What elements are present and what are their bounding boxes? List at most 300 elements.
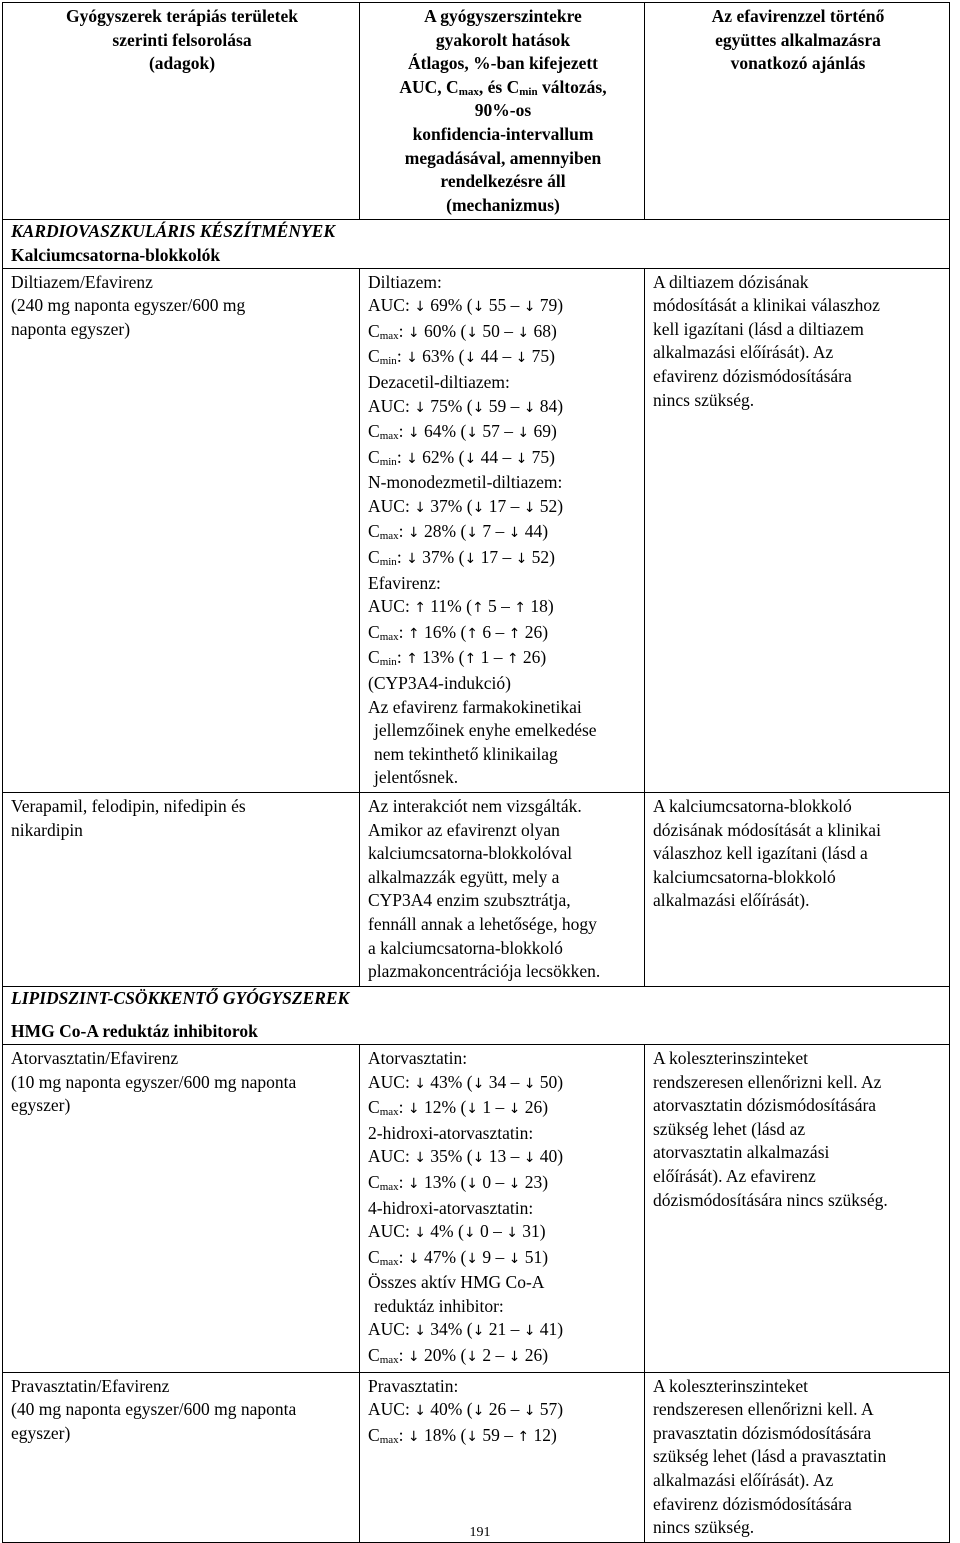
txt: 41) bbox=[535, 1319, 564, 1340]
txt: 5 – bbox=[483, 596, 515, 617]
txt: 17 – bbox=[484, 495, 524, 516]
header-col2-line: 90%-os bbox=[474, 100, 532, 121]
txt: : bbox=[398, 421, 408, 442]
txt: 13% ( bbox=[417, 647, 465, 668]
txt: AUC: bbox=[368, 1071, 415, 1092]
header-col1-line: szerinti felsorolása bbox=[112, 29, 252, 50]
txt: 21 – bbox=[484, 1319, 524, 1340]
txt: C bbox=[368, 346, 380, 367]
rec-line: rendszeresen ellenőrizni kell. A bbox=[653, 1399, 874, 1420]
rec-line: előírását). Az efavirenz bbox=[653, 1165, 816, 1186]
txt: 12% ( bbox=[419, 1097, 467, 1118]
auc-line bbox=[368, 495, 638, 521]
compound-label: N-monodezmetil-diltiazem: bbox=[368, 472, 563, 493]
arrow-up-icon: ↑ bbox=[406, 651, 418, 668]
header-col3-line: vonatkozó ajánlás bbox=[730, 53, 866, 74]
cmin-line bbox=[368, 646, 638, 672]
cmax-line bbox=[368, 320, 638, 346]
recommendation-cell bbox=[645, 793, 950, 987]
section-title: KARDIOVASZKULÁRIS KÉSZÍTMÉNYEK bbox=[11, 221, 336, 242]
header-col2-line: konfidencia-intervallum bbox=[412, 123, 594, 144]
arrow-up-icon: ↑ bbox=[471, 600, 484, 617]
txt: 63% ( bbox=[417, 346, 465, 367]
txt: 43% ( bbox=[425, 1071, 473, 1092]
txt: C bbox=[368, 647, 380, 668]
txt: 69) bbox=[529, 421, 557, 442]
cmax-line bbox=[368, 1344, 638, 1370]
interaction-table bbox=[2, 2, 950, 1543]
rec-line: kell igazítani (lásd a diltiazem bbox=[653, 318, 864, 339]
txt: AUC: bbox=[368, 1146, 415, 1167]
rec-line: dózismódosítására nincs szükség. bbox=[653, 1189, 888, 1210]
arrow-down-icon: ↓ bbox=[407, 1101, 420, 1118]
header-col1-line: Gyógyszerek terápiás területek bbox=[66, 6, 298, 26]
arrow-down-icon: ↓ bbox=[406, 551, 418, 568]
arrow-down-icon: ↓ bbox=[508, 1349, 521, 1366]
note-line: jellemzőinek enyhe emelkedése bbox=[374, 720, 597, 741]
txt: : bbox=[398, 1171, 408, 1192]
table-row-atorvastatin bbox=[3, 1044, 950, 1372]
arrow-down-icon: ↓ bbox=[407, 1428, 420, 1445]
drug-line: naponta egyszer) bbox=[11, 318, 131, 339]
sub: max bbox=[379, 1354, 399, 1367]
txt: 26) bbox=[520, 621, 549, 642]
arrow-down-icon: ↓ bbox=[414, 499, 426, 516]
txt: 60% ( bbox=[419, 320, 467, 341]
arrow-down-icon: ↓ bbox=[472, 499, 485, 516]
rec-line: kalciumcsatorna-blokkoló bbox=[653, 866, 836, 887]
txt: 51) bbox=[520, 1246, 549, 1267]
cmin-line bbox=[368, 546, 638, 572]
txt: 28% ( bbox=[419, 521, 467, 542]
txt: 44 – bbox=[476, 446, 516, 467]
drug-cell bbox=[3, 1044, 360, 1372]
txt: 75% ( bbox=[425, 395, 473, 416]
effects-cell bbox=[360, 268, 645, 792]
txt: 4% ( bbox=[425, 1221, 464, 1242]
arrow-down-icon: ↓ bbox=[523, 1150, 536, 1167]
rec-line: atorvasztatin alkalmazási bbox=[653, 1142, 830, 1163]
compound-label: Atorvasztatin: bbox=[368, 1047, 468, 1068]
compound-label: Efavirenz: bbox=[368, 572, 441, 593]
arrow-down-icon: ↓ bbox=[466, 1175, 479, 1192]
arrow-down-icon: ↓ bbox=[515, 551, 528, 568]
effects-cell bbox=[360, 1372, 645, 1542]
arrow-down-icon: ↓ bbox=[414, 1075, 426, 1092]
arrow-down-icon: ↓ bbox=[407, 425, 420, 442]
arrow-down-icon: ↓ bbox=[414, 399, 426, 416]
effect-line: CYP3A4 enzim szubsztrátja, bbox=[368, 890, 571, 911]
txt: 40% ( bbox=[425, 1399, 473, 1420]
effect-line: a kalciumcsatorna-blokkoló bbox=[368, 937, 563, 958]
arrow-down-icon: ↓ bbox=[463, 1225, 476, 1242]
txt: 79) bbox=[535, 295, 564, 316]
txt: 69% ( bbox=[425, 295, 473, 316]
header-col3-line: együttes alkalmazásra bbox=[715, 29, 881, 50]
rec-line: atorvasztatin dózismódosítására bbox=[653, 1095, 877, 1116]
txt: 50 – bbox=[478, 320, 518, 341]
txt: : bbox=[396, 647, 407, 668]
txt: 68) bbox=[529, 320, 557, 341]
txt: 13% ( bbox=[419, 1171, 467, 1192]
arrow-down-icon: ↓ bbox=[464, 350, 477, 367]
rec-line: alkalmazási előírását). Az bbox=[653, 342, 834, 363]
arrow-down-icon: ↓ bbox=[414, 1403, 426, 1420]
note-line: nem tekinthető klinikailag bbox=[374, 743, 558, 764]
auc-line bbox=[368, 1071, 638, 1097]
arrow-down-icon: ↓ bbox=[508, 1175, 521, 1192]
section-subtitle: HMG Co-A reduktáz inhibitorok bbox=[11, 1021, 258, 1042]
arrow-down-icon: ↓ bbox=[407, 525, 420, 542]
cmin-line bbox=[368, 345, 638, 371]
txt: 84) bbox=[535, 395, 564, 416]
arrow-down-icon: ↓ bbox=[414, 1150, 426, 1167]
txt: 1 – bbox=[476, 647, 507, 668]
arrow-up-icon: ↑ bbox=[517, 1428, 530, 1445]
drug-line: egyszer) bbox=[11, 1095, 71, 1116]
header-col2-line bbox=[368, 76, 638, 100]
arrow-up-icon: ↑ bbox=[464, 651, 477, 668]
cmax-line bbox=[368, 1424, 638, 1450]
txt: 47% ( bbox=[419, 1246, 467, 1267]
rec-line: szükség lehet (lásd az bbox=[653, 1118, 806, 1139]
arrow-down-icon: ↓ bbox=[472, 1150, 485, 1167]
header-col3-line: Az efavirenzzel történő bbox=[711, 6, 885, 26]
recommendation-cell bbox=[645, 1044, 950, 1372]
sub: min bbox=[379, 355, 397, 368]
rec-line: A diltiazem dózisának bbox=[653, 271, 809, 292]
auc-line bbox=[368, 395, 638, 421]
arrow-down-icon: ↓ bbox=[406, 450, 418, 467]
txt: 13 – bbox=[484, 1146, 524, 1167]
arrow-down-icon: ↓ bbox=[414, 1225, 426, 1242]
arrow-down-icon: ↓ bbox=[472, 299, 485, 316]
table-row-pravastatin bbox=[3, 1372, 950, 1542]
effect-line: alkalmazzák együtt, mely a bbox=[368, 866, 560, 887]
txt: 52) bbox=[535, 495, 564, 516]
header-col2-line: A gyógyszerszintekre bbox=[424, 6, 582, 26]
txt: 75) bbox=[527, 346, 555, 367]
txt: AUC: bbox=[368, 395, 415, 416]
txt: 23) bbox=[520, 1171, 549, 1192]
txt: 17 – bbox=[476, 547, 516, 568]
arrow-down-icon: ↓ bbox=[523, 499, 536, 516]
txt: 40) bbox=[535, 1146, 564, 1167]
txt: AUC, C bbox=[399, 76, 459, 97]
arrow-up-icon: ↑ bbox=[466, 625, 479, 642]
arrow-down-icon: ↓ bbox=[472, 1323, 485, 1340]
cmax-line bbox=[368, 1096, 638, 1122]
cmax-line bbox=[368, 1246, 638, 1272]
txt: 57) bbox=[535, 1399, 564, 1420]
effect-line: plazmakoncentrációja lecsökken. bbox=[368, 961, 601, 982]
txt: 6 – bbox=[478, 621, 509, 642]
rec-line: efavirenz dózismódosítására bbox=[653, 1493, 852, 1514]
arrow-down-icon: ↓ bbox=[523, 1403, 536, 1420]
header-row bbox=[3, 3, 950, 220]
note-line: Az efavirenz farmakokinetikai bbox=[368, 696, 582, 717]
drug-line: (240 mg naponta egyszer/600 mg bbox=[11, 295, 246, 316]
drug-line: (10 mg naponta egyszer/600 mg naponta bbox=[11, 1071, 297, 1092]
rec-line: alkalmazási előírását). Az bbox=[653, 1470, 834, 1491]
sub: max bbox=[379, 1180, 399, 1193]
txt: : bbox=[396, 547, 407, 568]
arrow-down-icon: ↓ bbox=[466, 1349, 479, 1366]
sub: max bbox=[379, 1255, 399, 1268]
txt: 12) bbox=[529, 1424, 557, 1445]
effects-cell bbox=[360, 793, 645, 987]
txt: 37% ( bbox=[425, 495, 473, 516]
compound-label: Diltiazem: bbox=[368, 271, 442, 292]
rec-line: módosítását a klinikai válaszhoz bbox=[653, 295, 880, 316]
rec-line: efavirenz dózismódosítására bbox=[653, 365, 852, 386]
arrow-up-icon: ↑ bbox=[514, 600, 527, 617]
arrow-down-icon: ↓ bbox=[515, 350, 528, 367]
sub: max bbox=[379, 530, 399, 543]
compound-label: Összes aktív HMG Co-A bbox=[368, 1272, 545, 1293]
txt: C bbox=[368, 1345, 380, 1366]
txt: 0 – bbox=[475, 1221, 507, 1242]
arrow-down-icon: ↓ bbox=[414, 299, 426, 316]
rec-line: válaszhoz kell igazítani (lásd a bbox=[653, 843, 868, 864]
txt: 0 – bbox=[478, 1171, 509, 1192]
txt: 34 – bbox=[484, 1071, 524, 1092]
auc-line bbox=[368, 1220, 638, 1246]
txt: 52) bbox=[527, 547, 555, 568]
arrow-down-icon: ↓ bbox=[466, 1101, 479, 1118]
txt: , és C bbox=[478, 76, 520, 97]
effect-line: Amikor az efavirenzt olyan bbox=[368, 819, 560, 840]
txt: C bbox=[368, 320, 380, 341]
txt: : bbox=[398, 1246, 408, 1267]
arrow-up-icon: ↑ bbox=[508, 625, 521, 642]
compound-label: 4-hidroxi-atorvasztatin: bbox=[368, 1197, 534, 1218]
cmax-line bbox=[368, 420, 638, 446]
txt: AUC: bbox=[368, 495, 415, 516]
arrow-down-icon: ↓ bbox=[515, 450, 528, 467]
rec-line: A kalciumcsatorna-blokkoló bbox=[653, 796, 852, 816]
sub: min bbox=[379, 556, 397, 569]
arrow-down-icon: ↓ bbox=[508, 1101, 521, 1118]
effect-line: fennáll annak a lehetősége, hogy bbox=[368, 913, 597, 934]
arrow-down-icon: ↓ bbox=[466, 324, 479, 341]
arrow-down-icon: ↓ bbox=[407, 324, 420, 341]
auc-line bbox=[368, 294, 638, 320]
rec-line: alkalmazási előírását). bbox=[653, 890, 810, 911]
txt: AUC: bbox=[368, 1319, 415, 1340]
arrow-down-icon: ↓ bbox=[464, 551, 477, 568]
txt: 16% ( bbox=[419, 621, 467, 642]
sub: max bbox=[379, 1106, 399, 1119]
auc-line bbox=[368, 1145, 638, 1171]
section-cardio bbox=[3, 220, 950, 268]
arrow-up-icon: ↑ bbox=[506, 651, 519, 668]
txt: C bbox=[368, 1097, 380, 1118]
header-col2-line: megadásával, amennyiben bbox=[404, 147, 602, 168]
sub: max bbox=[458, 85, 479, 98]
header-col2-line: Átlagos, %-ban kifejezett bbox=[407, 53, 599, 74]
page-number: 191 bbox=[469, 1525, 491, 1540]
txt: 55 – bbox=[484, 295, 524, 316]
txt: 18) bbox=[526, 596, 554, 617]
sub: max bbox=[379, 430, 399, 443]
compound-label: reduktáz inhibitor: bbox=[374, 1295, 504, 1316]
recommendation-cell bbox=[645, 1372, 950, 1542]
arrow-down-icon: ↓ bbox=[517, 324, 530, 341]
auc-line bbox=[368, 1398, 638, 1424]
arrow-down-icon: ↓ bbox=[414, 1323, 426, 1340]
txt: 59 – bbox=[484, 395, 524, 416]
txt: C bbox=[368, 421, 380, 442]
txt: : bbox=[396, 446, 407, 467]
txt: : bbox=[398, 1097, 408, 1118]
txt: 75) bbox=[527, 446, 555, 467]
arrow-down-icon: ↓ bbox=[508, 525, 521, 542]
drug-line: egyszer) bbox=[11, 1422, 71, 1443]
drug-line: Diltiazem/Efavirenz bbox=[11, 271, 153, 292]
auc-line bbox=[368, 595, 638, 621]
txt: 62% ( bbox=[417, 446, 465, 467]
txt: 2 – bbox=[478, 1345, 509, 1366]
txt: AUC: bbox=[368, 295, 415, 316]
txt: 31) bbox=[517, 1221, 546, 1242]
rec-line: rendszeresen ellenőrizni kell. Az bbox=[653, 1071, 882, 1092]
txt: C bbox=[368, 1424, 380, 1445]
compound-label: Pravasztatin: bbox=[368, 1375, 459, 1396]
txt: : bbox=[398, 1345, 408, 1366]
arrow-down-icon: ↓ bbox=[506, 1225, 518, 1242]
drug-cell bbox=[3, 268, 360, 792]
txt: : bbox=[396, 346, 407, 367]
rec-line: A koleszterinszinteket bbox=[653, 1375, 809, 1396]
sub: max bbox=[379, 630, 399, 643]
section-subtitle: Kalciumcsatorna-blokkolók bbox=[11, 244, 221, 265]
txt: C bbox=[368, 1246, 380, 1267]
section-row-lipid bbox=[3, 986, 950, 1044]
section-row-cardio bbox=[3, 220, 950, 268]
txt: C bbox=[368, 547, 380, 568]
arrow-down-icon: ↓ bbox=[466, 1250, 479, 1267]
sub: min bbox=[519, 85, 538, 98]
txt: C bbox=[368, 446, 380, 467]
txt: AUC: bbox=[368, 596, 415, 617]
txt: 11% ( bbox=[425, 596, 472, 617]
arrow-down-icon: ↓ bbox=[523, 299, 536, 316]
effects-cell bbox=[360, 1044, 645, 1372]
note-line: jelentősnek. bbox=[374, 767, 459, 788]
drug-cell bbox=[3, 793, 360, 987]
txt: 26) bbox=[518, 647, 547, 668]
txt: 34% ( bbox=[425, 1319, 473, 1340]
arrow-down-icon: ↓ bbox=[466, 525, 479, 542]
header-col3 bbox=[645, 3, 950, 220]
arrow-down-icon: ↓ bbox=[523, 399, 536, 416]
txt: 7 – bbox=[478, 521, 509, 542]
txt: C bbox=[368, 1171, 380, 1192]
txt: 26) bbox=[520, 1345, 549, 1366]
drug-line: Pravasztatin/Efavirenz bbox=[11, 1375, 170, 1396]
txt: : bbox=[398, 320, 408, 341]
arrow-up-icon: ↑ bbox=[414, 600, 426, 617]
header-col1 bbox=[3, 3, 360, 220]
rec-line: pravasztatin dózismódosítására bbox=[653, 1422, 872, 1443]
rec-line: nincs szükség. bbox=[653, 1517, 755, 1538]
arrow-down-icon: ↓ bbox=[508, 1250, 521, 1267]
arrow-down-icon: ↓ bbox=[407, 1349, 420, 1366]
recommendation-cell bbox=[645, 268, 950, 792]
table-row-verapamil bbox=[3, 793, 950, 987]
arrow-down-icon: ↓ bbox=[523, 1323, 536, 1340]
drug-line: Atorvasztatin/Efavirenz bbox=[11, 1047, 179, 1068]
arrow-down-icon: ↓ bbox=[464, 450, 477, 467]
arrow-down-icon: ↓ bbox=[517, 425, 530, 442]
arrow-down-icon: ↓ bbox=[523, 1075, 536, 1092]
txt: AUC: bbox=[368, 1399, 415, 1420]
auc-line bbox=[368, 1318, 638, 1344]
section-lipid bbox=[3, 986, 950, 1044]
header-col2-line: gyakorolt hatások bbox=[435, 29, 571, 50]
effect-line: kalciumcsatorna-blokkolóval bbox=[368, 843, 573, 864]
drug-cell bbox=[3, 1372, 360, 1542]
header-col2 bbox=[360, 3, 645, 220]
arrow-down-icon: ↓ bbox=[472, 1075, 485, 1092]
arrow-down-icon: ↓ bbox=[407, 1175, 420, 1192]
arrow-down-icon: ↓ bbox=[472, 1403, 485, 1420]
arrow-down-icon: ↓ bbox=[466, 425, 479, 442]
txt: 35% ( bbox=[425, 1146, 473, 1167]
txt: : bbox=[398, 521, 408, 542]
arrow-down-icon: ↓ bbox=[472, 399, 485, 416]
txt: változás, bbox=[537, 76, 607, 97]
sub: min bbox=[379, 656, 397, 669]
txt: 1 – bbox=[478, 1097, 509, 1118]
compound-label: 2-hidroxi-atorvasztatin: bbox=[368, 1122, 534, 1143]
txt: 64% ( bbox=[419, 421, 467, 442]
arrow-down-icon: ↓ bbox=[406, 350, 418, 367]
arrow-down-icon: ↓ bbox=[466, 1428, 479, 1445]
header-col1-line: (adagok) bbox=[148, 53, 216, 74]
txt: 26) bbox=[520, 1097, 549, 1118]
section-title: LIPIDSZINT-CSÖKKENTŐ GYÓGYSZEREK bbox=[11, 987, 350, 1008]
txt: 59 – bbox=[478, 1424, 518, 1445]
rec-line: nincs szükség. bbox=[653, 389, 755, 410]
drug-line: Verapamil, felodipin, nifedipin és bbox=[11, 796, 246, 816]
arrow-up-icon: ↑ bbox=[407, 625, 420, 642]
txt: 37% ( bbox=[417, 547, 465, 568]
mechanism-text: (CYP3A4-indukció) bbox=[368, 673, 511, 694]
rec-line: dózisának módosítását a klinikai bbox=[653, 819, 881, 840]
cmax-line bbox=[368, 621, 638, 647]
cmax-line bbox=[368, 1171, 638, 1197]
txt: AUC: bbox=[368, 1221, 415, 1242]
header-col2-line: (mechanizmus) bbox=[446, 194, 560, 215]
arrow-down-icon: ↓ bbox=[407, 1250, 420, 1267]
rec-line: A koleszterinszinteket bbox=[653, 1047, 809, 1068]
txt: 50) bbox=[535, 1071, 564, 1092]
txt: C bbox=[368, 621, 380, 642]
sub: max bbox=[379, 1433, 399, 1446]
table-row-diltiazem bbox=[3, 268, 950, 792]
txt: 44 – bbox=[476, 346, 516, 367]
rec-line: szükség lehet (lásd a pravasztatin bbox=[653, 1446, 887, 1467]
header-col2-line: rendelkezésre áll bbox=[440, 171, 566, 192]
drug-line: nikardipin bbox=[11, 819, 83, 840]
cmax-line bbox=[368, 520, 638, 546]
cmin-line bbox=[368, 446, 638, 472]
txt: : bbox=[398, 1424, 408, 1445]
drug-line: (40 mg naponta egyszer/600 mg naponta bbox=[11, 1399, 297, 1420]
txt: 44) bbox=[520, 521, 549, 542]
